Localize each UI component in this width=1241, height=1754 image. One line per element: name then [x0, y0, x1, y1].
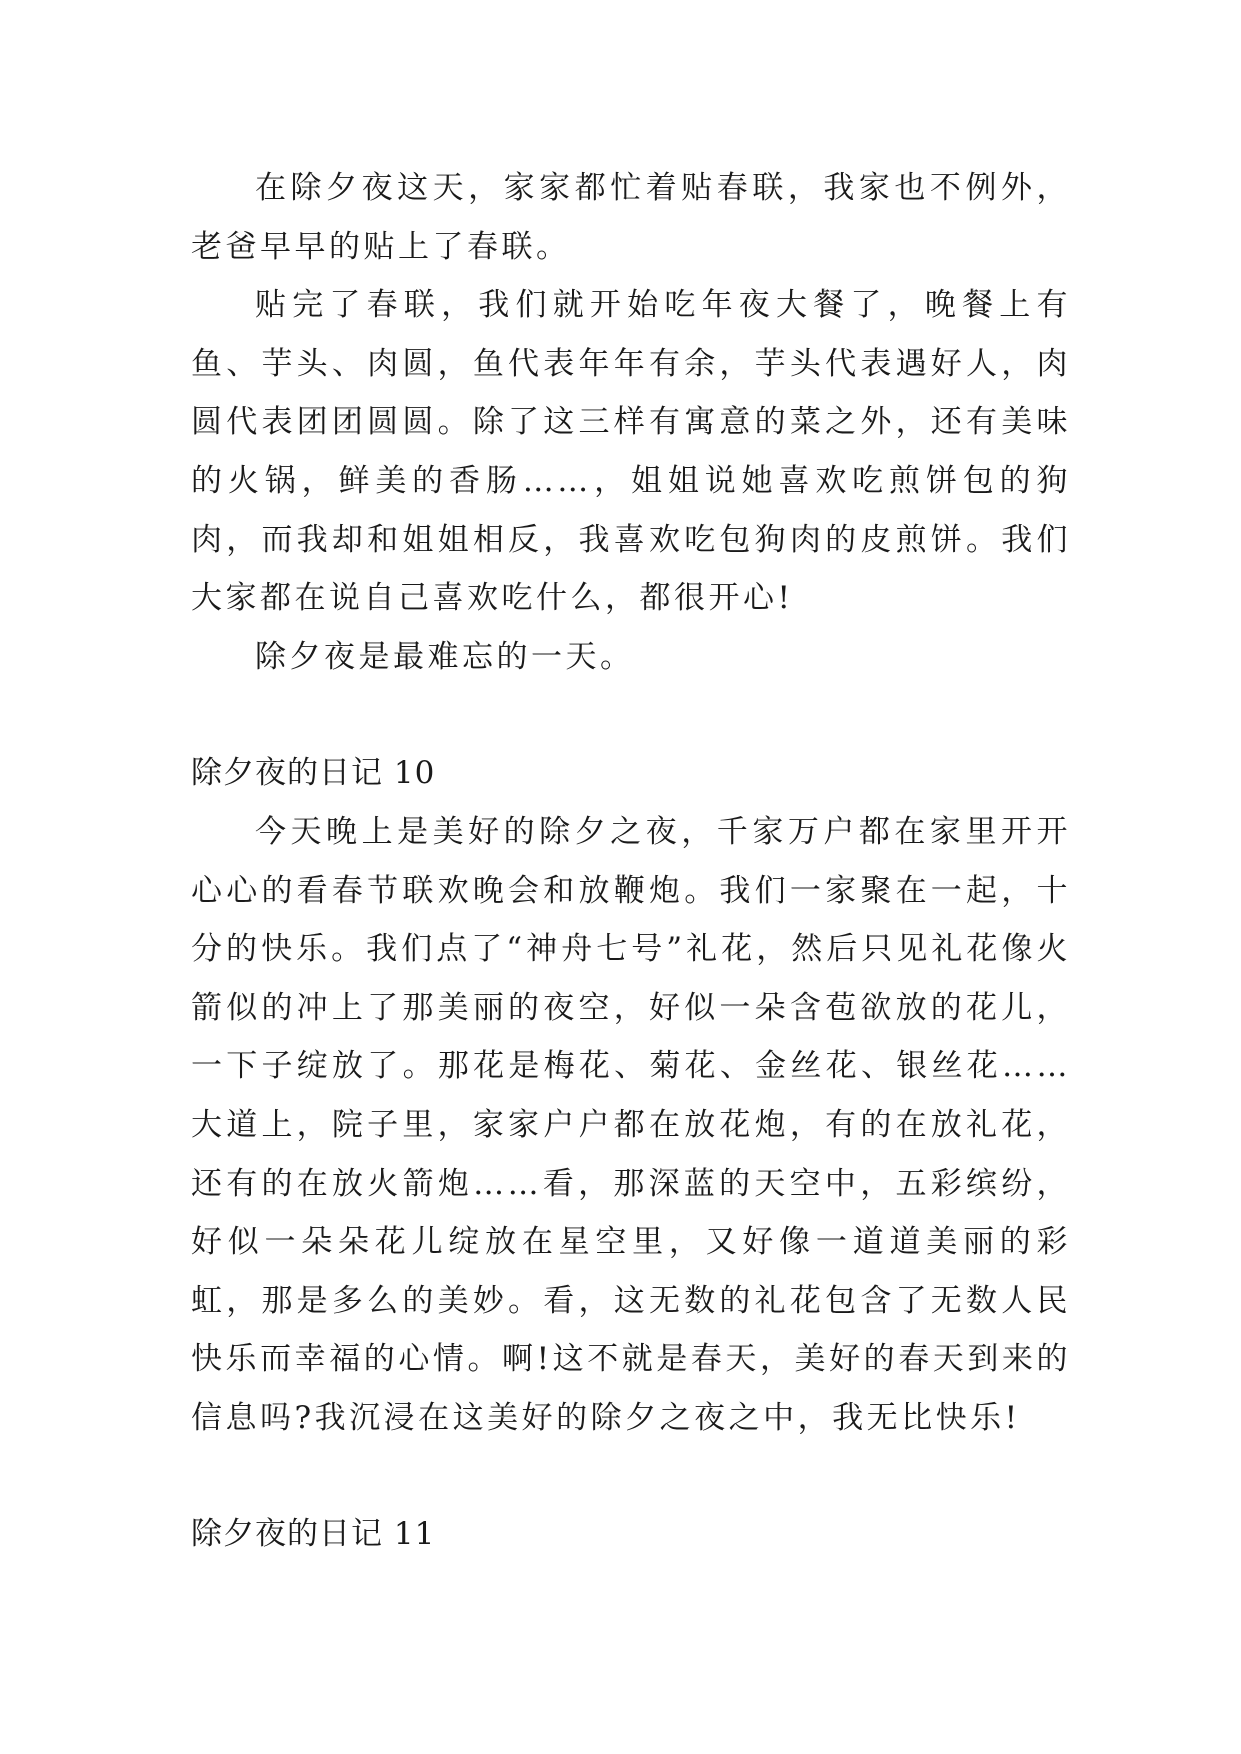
paragraph-fireworks: 今天晚上是美好的除夕之夜，千家万户都在家里开开心心的看春节联欢晚会和放鞭炮。我们一家聚在一起，十分的快乐。我们点了“神舟七号”礼花，然后只见礼花像火箭似的冲上了那美丽的夜空，好似一朵含苞欲放的花儿，一下子绽放了。那花是梅花、菊花、金丝花、银丝花……大道上，院子里，家家户户都在放花炮，有的在放礼花，还有的在放火箭炮……看，那深蓝的天空中，五彩缤纷，好似一朵朵花儿绽放在星空里，又好像一道道美丽的彩虹，那是多么的美妙。看，这无数的礼花包含了无数人民快乐而幸福的心情。啊!这不就是春天，美好的春天到来的信息吗?我沉浸在这美好的除夕之夜之中，我无比快乐! — [191, 813, 1071, 1436]
document-body — [191, 159, 1071, 1564]
section-heading-11: 除夕夜的日记 11 — [191, 1516, 436, 1553]
paragraph-couplets: 在除夕夜这天，家家都忙着贴春联，我家也不例外，老爸早早的贴上了春联。 — [191, 170, 1071, 265]
paragraph-memorable: 除夕夜是最难忘的一天。 — [255, 638, 635, 675]
section-heading-10: 除夕夜的日记 10 — [191, 755, 436, 792]
paragraph-dinner: 贴完了春联，我们就开始吃年夜大餐了，晚餐上有鱼、芋头、肉圆，鱼代表年年有余，芋头代表遇好人，肉圆代表团团圆圆。除了这三样有寓意的菜之外，还有美味的火锅，鲜美的香肠……，姐姐说她喜欢吃煎饼包的狗肉，而我却和姐姐相反，我喜欢吃包狗肉的皮煎饼。我们大家都在说自己喜欢吃什么，都很开心! — [191, 287, 1071, 617]
